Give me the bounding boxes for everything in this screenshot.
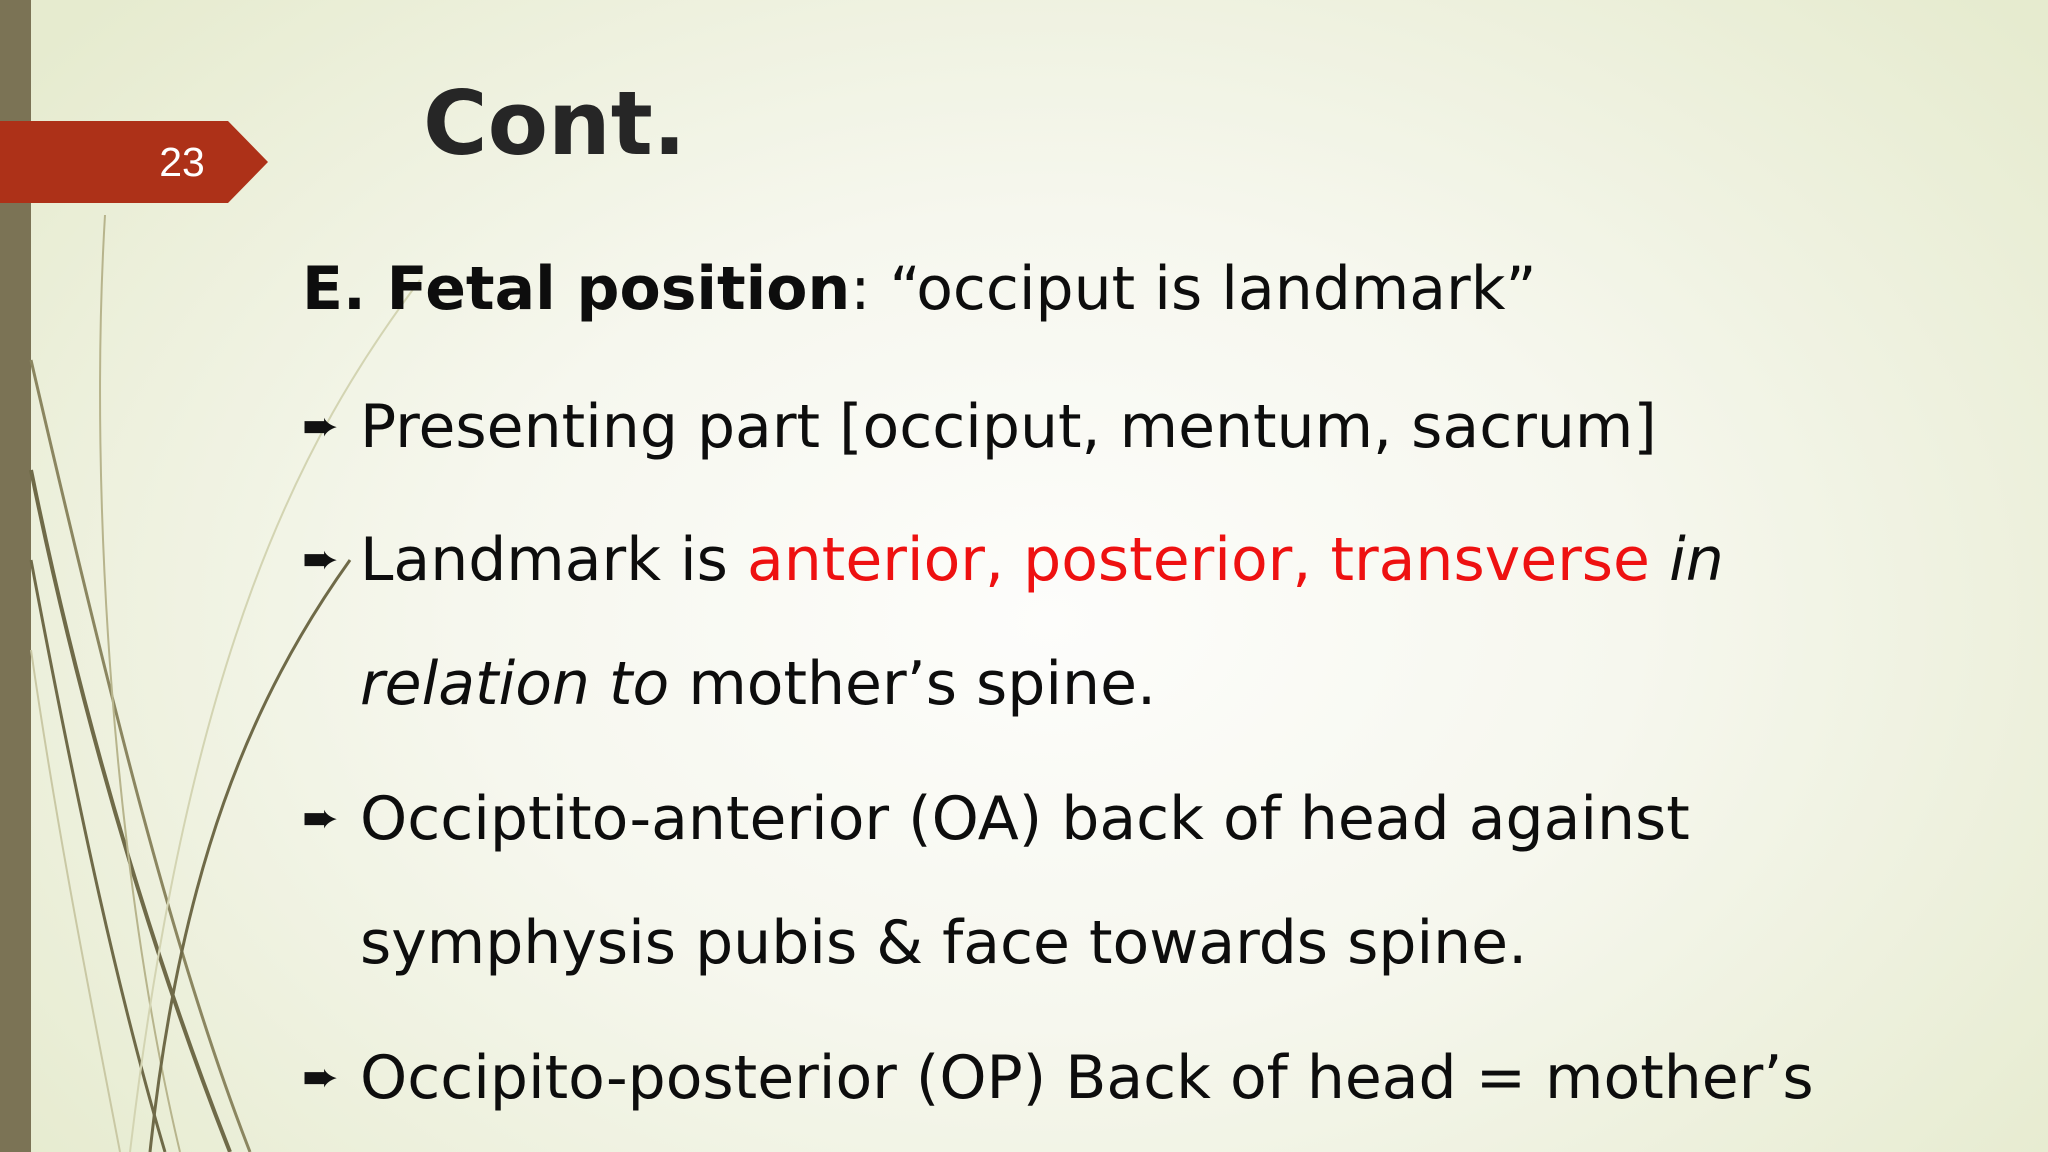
bullet-text: Occiptito-anterior (OA) back of head against xyxy=(360,784,1690,854)
slide-number-flag xyxy=(0,121,268,203)
heading-quote: “occiput is landmark” xyxy=(889,254,1537,324)
highlighted-text: anterior, posterior, transverse xyxy=(747,525,1650,595)
right-arrow-icon: ➨ xyxy=(302,793,339,844)
bullet-text xyxy=(360,518,1724,602)
bullet-text-continued: symphysis pubis & face towards spine. xyxy=(360,908,1528,978)
bullet-text: Occipito-posterior (OP) Back of head = mother’s xyxy=(360,1043,1814,1113)
bullet-text: Presenting part [occiput, mentum, sacrum] xyxy=(360,392,1657,462)
slide-number: 23 xyxy=(159,139,205,185)
section-heading xyxy=(302,247,1537,331)
heading-colon: : xyxy=(850,254,871,324)
italic-text: relation to xyxy=(360,649,670,719)
bullet-text-rest: mother’s spine. xyxy=(669,649,1157,719)
bullet-text-continued xyxy=(360,642,1156,726)
right-arrow-icon: ➨ xyxy=(302,534,339,585)
right-arrow-icon: ➨ xyxy=(302,401,339,452)
heading-label: E. Fetal position xyxy=(302,254,851,324)
bullet-text-prefix: Landmark is xyxy=(360,525,748,595)
italic-text: in xyxy=(1669,525,1724,595)
slide-title: Cont. xyxy=(423,72,687,175)
right-arrow-icon: ➨ xyxy=(302,1052,339,1103)
